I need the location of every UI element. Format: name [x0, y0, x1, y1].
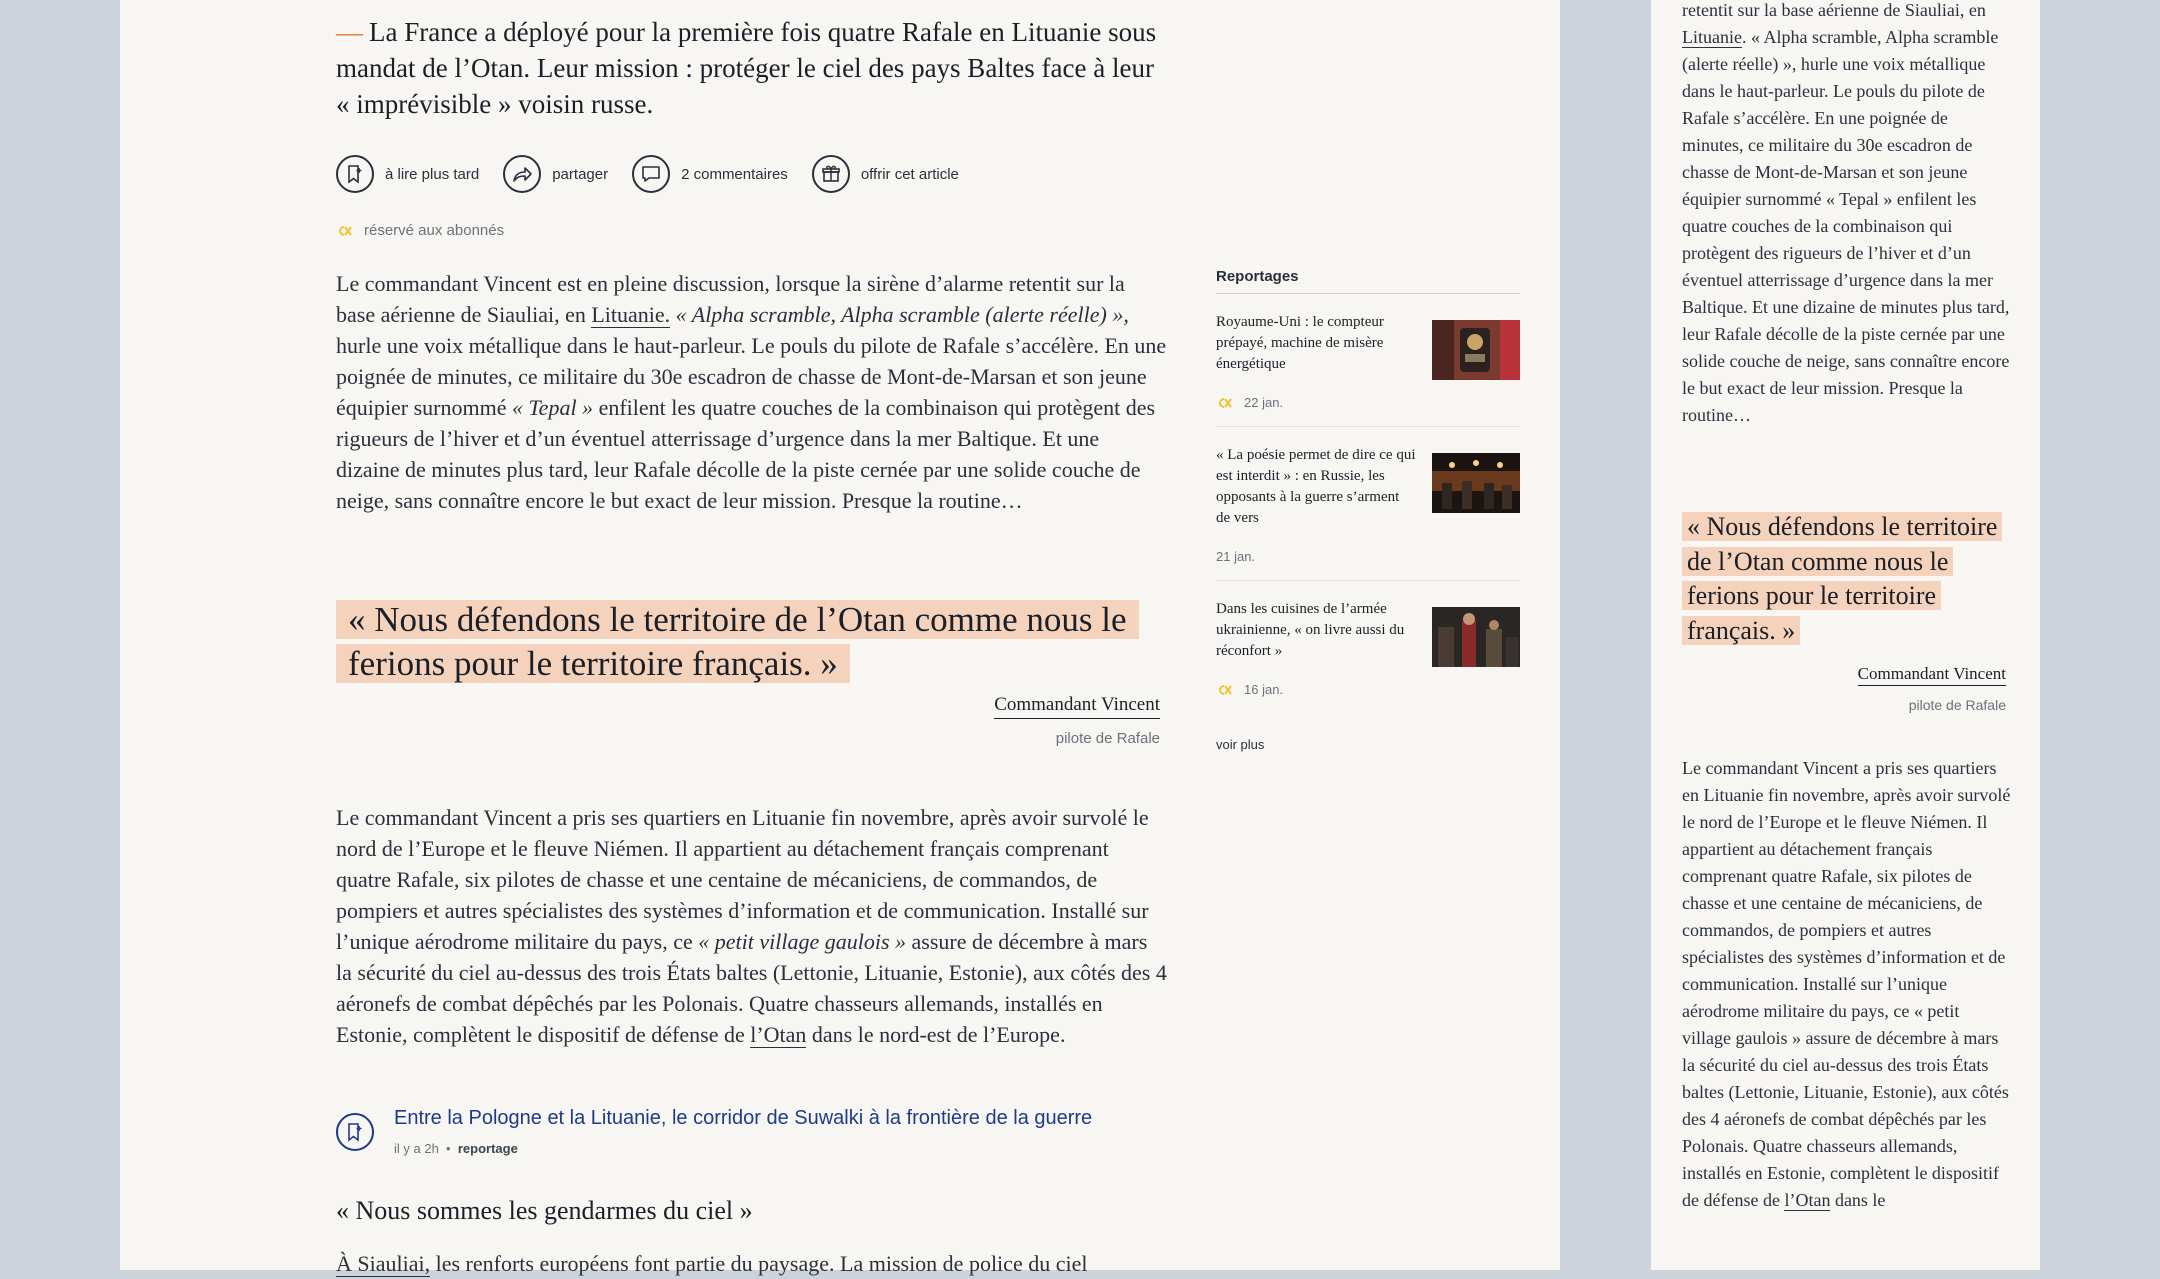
gift-icon: [812, 155, 850, 193]
mobile-paragraph-2: [1682, 755, 2012, 1214]
mobile-lituanie-link[interactable]: Lituanie: [1682, 27, 1742, 47]
p1-text-b: hurle une voix métallique dans le haut-parleur. Le pouls du pilote de Rafale s’accélère. En une poignée de minutes, ce militaire du 30e escadron de chasse de Mont-de-Marsan et son jeune équipier surnommé: [336, 333, 1167, 420]
mobile-pull-quote-highlight: « Nous défendons le territoire de l’Otan comme nous le ferions pour le territoire français. »: [1682, 512, 2002, 645]
mobile-quote-author-link[interactable]: Commandant Vincent: [1858, 664, 2006, 686]
related-article-meta: [394, 1141, 1092, 1156]
share-label: partager: [552, 165, 609, 183]
pull-quote: [336, 598, 1168, 747]
premium-logo-icon: [1216, 683, 1234, 697]
comments-label: 2 commentaires: [681, 165, 788, 183]
reportage-card-3[interactable]: [1216, 581, 1520, 713]
mobile-pull-quote: [1682, 510, 2012, 648]
otan-link[interactable]: l’Otan: [750, 1022, 807, 1047]
reportage-title: Royaume-Uni : le compteur prépayé, machine de misère énergétique: [1216, 314, 1384, 372]
comments-button[interactable]: [632, 155, 788, 193]
see-more-link[interactable]: voir plus: [1216, 737, 1265, 752]
p2-text-b: assure de décembre à mars la sécurité du ciel au-dessus des trois États baltes (Lettonie, Lituanie, Estonie), aux côtés des 4 aéronefs de combat dépêchés par les Polonais. Quatre chasseurs allemands, installés en Estonie, complètent le dispositif de défense de: [336, 929, 1167, 1047]
read-later-label: à lire plus tard: [385, 165, 480, 183]
p3-text: les renforts européens font partie du paysage. La mission de police du ciel: [430, 1251, 1088, 1276]
bookmark-plus-icon: [336, 155, 374, 193]
mobile-p1-text-b: . « Alpha scramble, Alpha scramble (alerte réelle) », hurle une voix métallique dans le haut-parleur. Le pouls du pilote de Rafale s’accélère. En une poignée de minutes, ce militaire du 30e escadron de chasse de Mont-de-Marsan et son jeune équipier surnommé « Tepal » enfilent les quatre couches de la combinaison qui protègent des rigueurs de l’hiver et d’un éventuel atterrissage d’urgence dans la mer Baltique. Et une dizaine de minutes plus tard, leur Rafale décolle de la piste cernée par une solide couche de neige, sans connaître encore le but exact de leur mission. Presque la routine…: [1682, 27, 2010, 425]
comment-bubble-icon: [632, 155, 670, 193]
mobile-p2-text-a: Le commandant Vincent a pris ses quartiers en Lituanie fin novembre, après avoir survolé le nord de l’Europe et le fleuve Niémen. Il appartient au détachement français comprenant quatre Rafale, six pilotes de chasse et une centaine de mécaniciens, de commandos, de pompiers et autres spécialistes des systèmes d’information et de communication. Installé sur l’unique aérodrome militaire du pays, ce « petit village gaulois » assure de décembre à mars la sécurité du ciel au-dessus des trois États baltes (Lettonie, Lituanie, Estonie), aux côtés des 4 aéronefs de combat dépêchés par les Polonais. Quatre chasseurs allemands, installés en Estonie, complètent le dispositif de défense de: [1682, 758, 2011, 1210]
reportage-card-1[interactable]: [1216, 294, 1520, 427]
reportage-date: 22 jan.: [1244, 395, 1284, 410]
pull-quote-text: [336, 598, 1168, 686]
mobile-p1-text-a: retentit sur la base aérienne de Siauliai, en: [1682, 0, 1986, 20]
mobile-quote-author-role: pilote de Rafale: [1908, 697, 2006, 713]
related-dot: •: [446, 1141, 451, 1156]
p2-text-a: Le commandant Vincent a pris ses quartiers en Lituanie fin novembre, après avoir survolé le nord de l’Europe et le fleuve Niémen. Il appartient au détachement français comprenant quatre Rafale, six pilotes de chasse et une centaine de mécaniciens, de commandos, de pompiers et autres spécialistes des systèmes d’information et de communication. Installé sur l’unique aérodrome militaire du pays, ce: [336, 805, 1149, 954]
premium-logo-icon: [1216, 396, 1234, 410]
siauliai-link[interactable]: À Siauliai,: [336, 1251, 431, 1276]
article-lead: [336, 14, 1166, 122]
article-paragraph-2: [336, 802, 1168, 1050]
reportage-thumbnail[interactable]: [1432, 607, 1520, 667]
quote-author-link[interactable]: Commandant Vincent: [994, 694, 1160, 719]
reportage-date-row: [1216, 549, 1416, 564]
p1-text-c: enfilent les quatre couches de la combinaison qui protègent des rigueurs de l’hiver et d’un éventuel atterrissage d’urgence dans la mer Baltique. Et une dizaine de minutes plus tard, leur Rafale décolle de la piste cernée par une solide couche de neige, sans connaître encore le but exact de leur mission. Presque la routine…: [336, 395, 1156, 513]
premium-logo-icon: [336, 224, 354, 238]
reportages-sidebar: [1216, 268, 1520, 752]
article-actions: [336, 155, 983, 193]
related-article-title[interactable]: Entre la Pologne et la Lituanie, le corridor de Suwalki à la frontière de la guerre: [394, 1107, 1093, 1129]
p1-em-radio: « Alpha scramble, Alpha scramble (alerte réelle) »,: [675, 302, 1129, 327]
read-later-button[interactable]: [336, 155, 479, 193]
reportage-thumbnail[interactable]: [1432, 320, 1520, 380]
reportage-date: 16 jan.: [1244, 682, 1284, 697]
mobile-p2-text-b: dans le: [1830, 1190, 1886, 1210]
p1-text-a: Le commandant Vincent est en pleine discussion, lorsque la sirène d’alarme retentit sur la base aérienne de Siauliai, en: [336, 271, 1125, 327]
bookmark-plus-icon[interactable]: [336, 1113, 374, 1151]
share-arrow-icon: [503, 155, 541, 193]
subscriber-label: réservé aux abonnés: [364, 222, 505, 239]
reportage-card-2[interactable]: [1216, 427, 1520, 581]
article-paragraph-3: [336, 1248, 1168, 1279]
lead-dash: —: [336, 17, 363, 47]
lead-text: La France a déployé pour la première fois quatre Rafale en Lituanie sous mandat de l’Otan. Leur mission : protéger le ciel des pays Baltes face à leur « imprévisible » voisin russe.: [336, 17, 1157, 119]
p1-em-tepal: « Tepal »: [511, 395, 594, 420]
share-button[interactable]: [503, 155, 608, 193]
related-article[interactable]: [336, 1103, 1168, 1156]
sidebar-title: Reportages: [1216, 268, 1520, 294]
reportage-date-row: [1216, 395, 1416, 410]
reportage-title: « La poésie permet de dire ce qui est interdit » : en Russie, les opposants à la guerre s’arment de vers: [1216, 447, 1416, 526]
reportage-title: Dans les cuisines de l’armée ukrainienne, « on livre aussi du réconfort »: [1216, 601, 1405, 659]
section-heading: « Nous sommes les gendarmes du ciel »: [336, 1196, 753, 1225]
pull-quote-highlight: « Nous défendons le territoire de l’Otan comme nous le ferions pour le territoire français. »: [336, 600, 1139, 683]
subscriber-badge: [336, 222, 504, 239]
mobile-otan-link[interactable]: l’Otan: [1784, 1190, 1831, 1210]
p2-em-village: « petit village gaulois »: [698, 929, 907, 954]
gift-article-button[interactable]: [812, 155, 959, 193]
lituanie-link[interactable]: Lituanie.: [591, 302, 671, 327]
mobile-paragraph-1: [1682, 0, 2012, 429]
related-type: reportage: [457, 1141, 518, 1156]
gift-label: offrir cet article: [860, 165, 959, 183]
reportage-date-row: [1216, 682, 1416, 697]
p2-text-c: dans le nord-est de l’Europe.: [806, 1022, 1066, 1047]
reportage-thumbnail[interactable]: [1432, 453, 1520, 513]
reportage-date: 21 jan.: [1216, 549, 1256, 564]
quote-author-role: pilote de Rafale: [1055, 730, 1160, 747]
related-time: il y a 2h: [394, 1141, 439, 1156]
article-paragraph-1: [336, 268, 1168, 516]
